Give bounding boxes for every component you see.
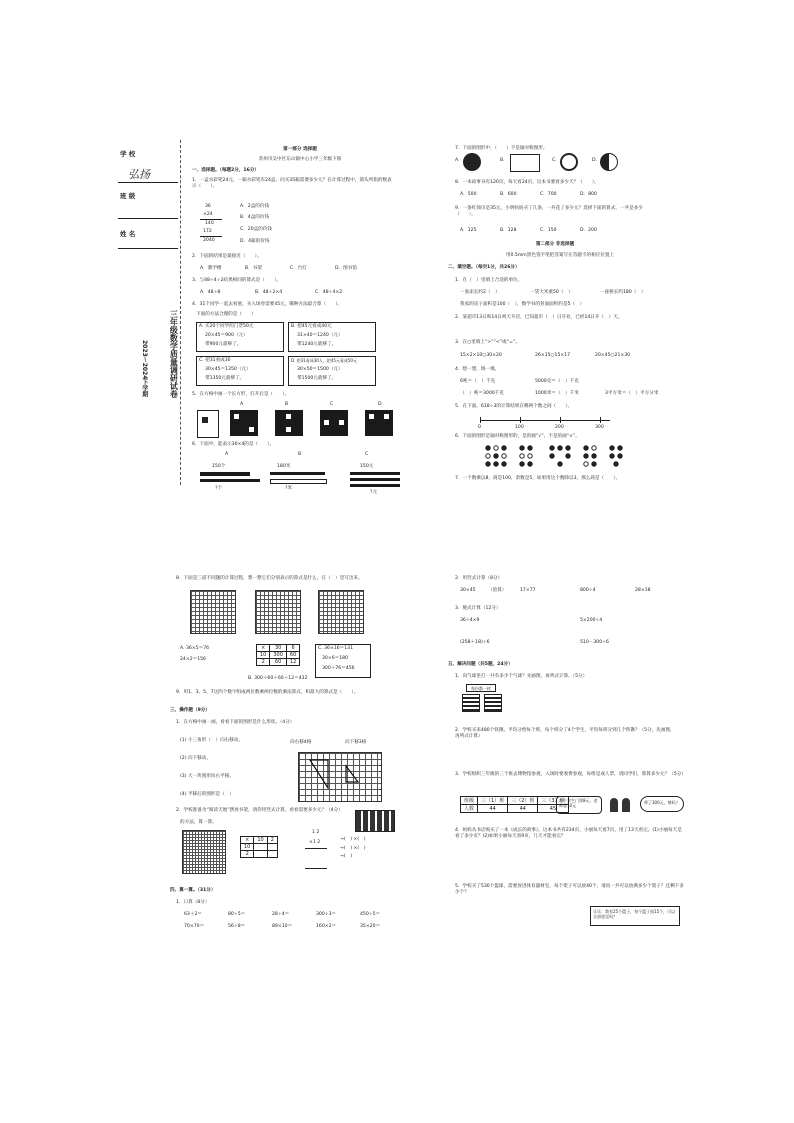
table-cell: × [257,645,270,652]
bookshelf-icon [355,810,395,832]
calc-text: 30×6＝180 [322,656,348,661]
option: B．48÷2×4 [255,290,283,295]
tick [600,417,601,423]
subtitle: 苏州市吴中区东山镇中心小学三年级下册 [258,157,342,162]
bubble-text: 每个学生门票8元，老师是10元 [559,798,598,809]
option: C．700 [540,192,557,197]
oral-item: 63＋2＝ [184,912,202,917]
box-line: 30×50＝1500（元） [297,367,343,372]
table-cell: 45 [538,805,568,813]
option: A．48÷8 [200,290,221,295]
oral-item: 89×10＝ [272,924,293,929]
option: A．2盒的价钱 [240,204,270,209]
bar [350,472,400,475]
calc-item: (258＋18)÷6 [460,640,490,645]
table-cell: 44 [478,805,508,813]
vertical-calc: 1 2 [312,830,320,835]
option: B. [500,158,505,163]
option: D．4箱的价钱 [240,239,270,244]
fill-4: 4．想一想，填一填。 [455,367,500,372]
table-cell: 12 [286,659,299,666]
student-icon [622,798,630,812]
problem-4: 4．妈妈从书店购买了一本《成长的故事》，这本书共有234页，小丽每天看7页，用了13天看完。(1)小丽每天是看了多少页？(2)如果小丽每天看9页，几天才能看完？ [455,828,682,839]
move-tag: 向下移3格 [345,740,367,745]
question-8: 8．一本故事书有120页，每天看24页，这本书要看多少天？（ ）。 [455,180,599,185]
oral-item: 450÷5＝ [360,912,381,917]
box-line: 20×45＝900（元） [205,333,248,338]
table-cell: 三（2）班 [508,797,538,805]
pattern-a [230,410,258,436]
cut-mark [202,417,208,423]
oral-item: 80÷5＝ [228,912,246,917]
option: D．800 [580,192,597,197]
tag-box: 每份都一样 [466,684,496,692]
bubble-text: 带了300元，够吗？ [644,800,680,805]
calc-line: 2040 [203,238,215,243]
vertical-year: 2023～2024下学期 [140,340,148,398]
binding-line [180,140,181,485]
calc-item: 510－300÷6 [580,640,609,645]
bar [350,478,400,481]
box-line: 带900元就够了。 [205,342,242,347]
calc-text: 300＋76＝456 [322,666,355,671]
option: C．20盒的价钱 [240,227,273,232]
calc-item: 30×45 [460,588,476,593]
question-5: 5．在方格中画一个长方形，打开后是（ ）。 [192,392,290,397]
table-cell: × [241,837,254,844]
question-8: 8．下面是三道不同题的计算过程，想一想它们分别表示的算式是什么，在（ ）里写出来。 [176,576,363,581]
divider [118,218,178,219]
class-label: 班 级 [120,192,136,200]
problem-3: 3．学校组织三年级的三个班去博物馆参观，入场时要收费参观，每组是成人票，请同学们，算算多少元？（5分） [455,772,686,777]
bar-unit: ?米 [285,486,293,491]
hole [234,414,239,419]
tick [520,417,521,423]
tick [560,417,561,423]
table-cell: 10 [257,652,270,659]
multiplication-table [256,644,300,666]
vertical-title: 三年级数学质量调研试卷 [169,310,179,398]
option-label: B [285,402,289,407]
calc-text: 24×2＝156 [180,657,206,662]
question-9: 9．一条红领巾是35元，小明妈妈买了几条，一共花了多少元？选择下面的算式，一共是多少（ ）。 [455,206,643,217]
option: C．150 [540,228,557,233]
hint-box [590,906,680,926]
tick [480,417,481,423]
calc-item: 28×18 [635,588,651,593]
fill-3: 3．在○里填上“>”“<”或“=”。 [455,340,520,345]
answer-blanks: →( ) ×( ) →( ) ×( ) →( ) [340,837,366,860]
bar [200,479,260,482]
speech-bubble [556,796,602,814]
table-cell: 2 [267,837,277,844]
vertical-calc-title: 2．用竖式计算（8分） [455,576,503,581]
operation-line: (2) 向下移动。 [180,756,211,761]
hundred-grid [182,830,226,874]
table-cell: 60 [286,652,299,659]
oral-item: 160×2＝ [316,924,337,929]
balloon-pack-icon [484,694,502,712]
paper-figure [197,410,219,438]
convert-item: 5000克＝（ ）千克 [535,379,579,384]
problem-2: 2．学校买来480个铁锹，平均分给每个班，每个班分了4个学生，平均每班分到几个铁锹？（5分，先画图，再列式计算） [455,728,675,739]
calc-text: B. 300＋60＋60＋12＝432 [248,676,308,681]
box-line: A. 买20个同学的门票50元 [199,324,254,329]
mixed-calc-title: 3．脱式计算（12分） [455,606,501,611]
emblem-icon [560,153,578,171]
dot-figures [482,443,642,475]
part-title: 二、填空题。（每空1分，共26分） [448,265,520,270]
compare-item: 15×2×10○30×20 [460,353,502,358]
operation-2: 2．学校准备为“阅读天地”摆放书架，请你用竖式计算，看看需要多少元？（4分） [176,808,343,813]
tick-label: 100 [515,425,524,430]
tick-label: 300 [595,425,604,430]
box-line: 带1350元就够了。 [205,376,245,381]
calc-item: 800÷4 [580,588,596,593]
bar-unit: ?个 [215,486,223,491]
calc-box-c [315,644,371,678]
calc-line: 172 [203,229,212,234]
handwritten-school: 弘扬 [128,168,150,181]
option-box-b [288,322,376,352]
rectangle-icon [510,154,540,172]
yin-yang-icon [600,153,618,171]
section-title: 第一部分 选择题 [283,147,317,152]
oral-item: 28÷4＝ [272,912,290,917]
table-cell: 10 [254,837,267,844]
box-line: 31×40＝1240（元） [297,333,343,338]
hole [324,420,329,425]
fill-1: 1．在（ ）里填上合适的单位。 [455,278,523,283]
flower-icon [463,153,481,171]
table-cell: 人数 [461,805,478,813]
hint-text: 乐乐：我有25个篮子，每个篮子放15个，可以全部放完吗？ [593,909,676,920]
table-cell: 6 [286,645,299,652]
question-6: 6．下面中，能表示30×4的是（ ）。 [192,442,275,447]
speech-bubble [640,796,684,812]
box-line: D. 把31看成30人，把45元看成50元 [291,358,357,363]
bar-unit: ?元 [370,490,378,495]
calc-rule [305,868,327,869]
fill-item: 一张床长约2（ ） [460,290,500,295]
divider [118,182,178,183]
part-title: 三、操作题（9分） [170,708,210,713]
table-cell [254,844,267,851]
option-label: A [240,402,244,407]
calc-item: 36÷4×9 [460,618,480,623]
pattern-b [275,410,303,436]
bar-caption: 180米 [277,464,291,469]
problem-1: 1．向气球里打一共有多少个气球？先画图，再列式计算。（5分） [455,674,588,679]
option: A. [455,158,460,163]
hole [286,414,291,419]
option: C．48÷4×2 [315,290,343,295]
part-title: 四、算一算。（31分） [170,888,216,893]
bar-caption: 150元 [360,464,374,469]
oral-title: 1．口算（8分） [176,900,210,905]
box-line: 带1240元就够了。 [297,342,337,347]
fill-5: 5．在下面，618÷3的计算结果在哪两个数之间（ ）。 [455,404,573,409]
class-table [460,796,569,813]
option: B．128 [500,228,517,233]
table-cell [267,851,277,858]
fill-6: 6．下面的图形是轴对称图形的，是的画“√”，不是的画“×”。 [455,434,580,439]
box-line: 30×45＝1350（元） [205,367,251,372]
oral-item: 70×70＝ [184,924,205,929]
option: B．600 [500,192,517,197]
hole [339,420,344,425]
part-title: 五、解决问题（共5题，24分） [448,662,513,667]
option: A．500 [460,192,477,197]
oral-item: 56÷8＝ [228,924,246,929]
box-line: 带1500元就够了。 [297,376,337,381]
problem-5: 5．学校买了530个篮球，需要放进体育器材室，每个架子可以放40个，请问一共可以放满多少个架子？还剩下多少个？ [455,884,684,895]
tick-label: 200 [555,425,564,430]
hole [384,414,389,419]
convert-item: （ ）吨＝3000千克 [460,391,504,396]
convert-item: 3平方米＝（ ）平方分米 [605,391,659,396]
calc-item: 5×200÷4 [580,618,603,623]
option: A．125 [460,228,477,233]
dot-grid-b [255,590,301,634]
table-cell: 班级 [461,797,478,805]
table-cell: 10 [241,844,254,851]
option: B．4盒的价钱 [240,215,270,220]
pattern-d [365,410,393,436]
question-7: 7．下面的图形中，（ ）不是轴对称图形。 [455,146,548,151]
option: C．台灯 [290,266,307,271]
table-cell: 三（3）班 [538,797,568,805]
operation-1: 1．在方格中画一画，看看下面的图形是什么形状。（4分） [176,720,295,725]
option: D．200 [580,228,597,233]
calc-rule [200,219,222,220]
table-cell: 60 [270,659,287,666]
compare-item: 20×45○21×30 [595,353,631,358]
option-label: A [225,452,229,457]
hole [286,427,291,432]
bar [270,479,327,484]
student-icon [610,798,618,812]
table-cell [267,844,277,851]
calc-text: A. 36×5＝76 [180,646,210,651]
bar-caption: 150个 [212,464,226,469]
school-label: 学 校 [120,150,136,158]
table-cell: 44 [508,805,538,813]
table-cell: 30 [270,645,287,652]
pattern-c [320,410,348,436]
table-cell: 300 [270,652,287,659]
dot-grid-a [190,590,236,634]
option-label: B [298,452,302,457]
table-cell: 三（1）班 [478,797,508,805]
fill-item: 一座桥长约180（ ） [600,290,646,295]
vertical-calc: ×1 2 [309,840,321,845]
section-subtitle: 用0.5mm黑色签字笔把答案写在答题卡的相应位置上 [505,253,615,258]
calc-item: 17×77 [520,588,536,593]
box-line: C. 把31看成30 [199,358,231,363]
bar [270,472,325,475]
fill-2: 2．某超市13日和14日两天开店，已知超市（ ）日开业，已经14日开（ ）天。 [455,315,623,320]
option: B．书架 [245,266,262,271]
option-box-c [196,356,284,386]
question-1: 1．一盒水彩笔24元，一箱水彩笔有24盒，问买35箱需要多少元？在计算过程中，箭头所指的数表示（ ）。 [192,178,392,189]
option-box-d [288,356,376,386]
calc-rule [200,236,222,237]
question-2: 2．下面的结果是最接近（ ）。 [192,254,262,259]
move-tag: 向右移4格 [290,740,312,745]
operation-line: (4) 平移后的图形是（ ） [180,792,234,797]
number-line [480,420,610,421]
divider [118,248,178,249]
area-table [240,836,278,858]
question-9: 9．用1、3、5、7这四个数字组成两位数乘两位数的乘法算式，积最大的算式是（ ）。 [176,690,359,695]
operation-line: (3) 大一块图形向右平移。 [180,774,234,779]
compare-item: 26×15○15×17 [535,353,571,358]
oral-item: 300÷3＝ [316,912,337,917]
calc-line: 36 [205,204,211,209]
tick-label: 0 [478,425,481,430]
calc-rule [305,848,327,849]
table-cell: 2 [257,659,270,666]
bar [350,484,400,487]
option-label: C [330,402,334,407]
question-3: 3．与48÷4÷2结果相同的算式是（ ）。 [192,278,281,283]
question-4: 4．31个同学一起去看展，买入场券需要45元，哪种方法最合算（ ）。 [192,302,343,307]
option-box-a [196,322,284,352]
fill-item: 我家的房子面积是100（ ），数学书的封面面积约是5（ ） [460,302,585,307]
calc-line: ×24 [203,212,213,217]
option: A．教学楼 [200,266,222,271]
section-title: 第二部分 非选择题 [535,242,575,247]
convert-item: 6吨＝（ ）千克 [460,379,496,384]
calc-text: C. 36×16＝131 [318,646,354,651]
option-label: D [378,402,382,407]
balloon-pack-icon [462,694,480,712]
box-line: B. 把45元看成40元 [291,324,332,329]
hole [249,427,254,432]
check-label: （验算） [488,588,507,593]
grid-shapes [298,752,382,802]
operation-tail: 的方法，算一算。 [180,820,217,825]
option: C. [552,158,557,163]
table-cell: 2 [241,851,254,858]
part-title: 一、选择题。（每题2分，16分） [192,168,260,173]
option-label: C [365,452,369,457]
calc-line: 140 [205,221,214,226]
option: D．图书馆 [335,266,357,271]
hole [369,414,374,419]
dot-grid-c [318,590,364,634]
name-label: 姓 名 [120,230,136,238]
convert-item: 1000米＝（ ）千米 [535,391,579,396]
oral-item: 35×20＝ [360,924,381,929]
operation-line: (1) 小三角形（ ）向右移动。 [180,738,244,743]
bar [200,472,250,476]
fill-item: 一袋大米重50（ ） [530,290,573,295]
question-4-note: 下面的方法合理的是（ ） [196,312,256,317]
fill-7: 7．一个数乘以8，商是100，余数是5，如果用这个数除以3，那么商是（ ）。 [455,476,621,481]
table-cell [254,851,267,858]
option: D. [592,158,597,163]
